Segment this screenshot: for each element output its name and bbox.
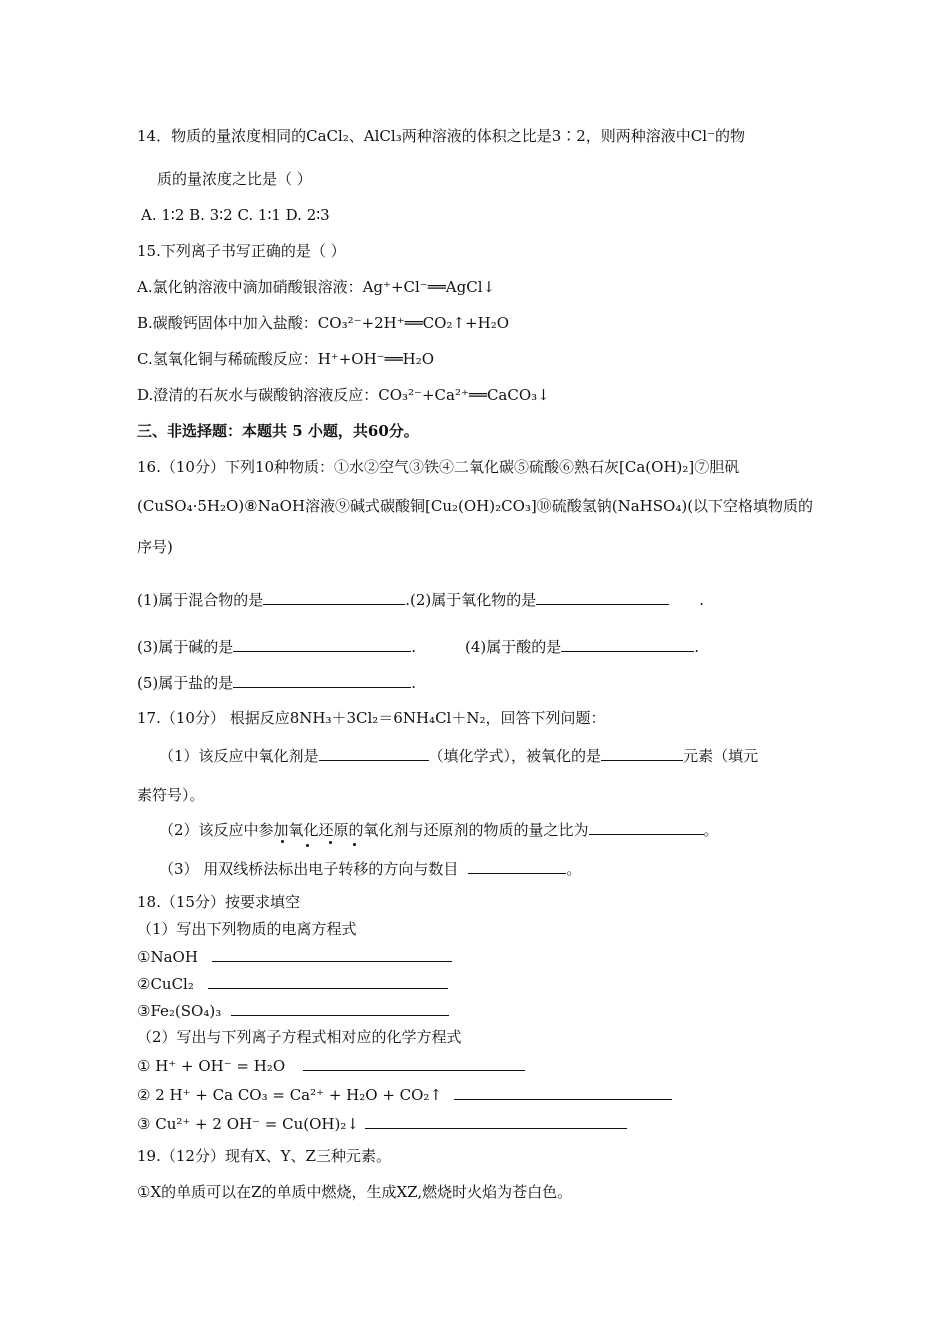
q17-part2-label: （2）该反应中参加氧化还原的氧化剂与还原剂的物质的量之比为 xyxy=(159,821,589,839)
answer-blank-electron-transfer[interactable] xyxy=(468,858,566,874)
answer-blank-oxidized-element[interactable] xyxy=(601,745,683,761)
answer-blank-acid[interactable] xyxy=(561,636,694,652)
q17-stem: 17.（10分） 根据反应8NH₃＋3Cl₂＝6NH₄Cl＋N₂，回答下列问题： xyxy=(137,709,606,727)
emphasis-dot xyxy=(281,840,284,843)
answer-blank-base[interactable] xyxy=(233,636,411,652)
q18-ionic2-label: ② 2 H⁺ + Ca CO₃ = Ca²⁺ + H₂O + CO₂↑ xyxy=(137,1086,443,1104)
q16-line2: (CuSO₄·5H₂O)⑧NaOH溶液⑨碱式碳酸铜[Cu₂(OH)₂CO₃]⑩硫酸氢钠(NaHSO₄)(以下空格填物质的 xyxy=(137,497,814,515)
q18-stem: 18.（15分）按要求填空 xyxy=(137,893,300,911)
q16-line1: 16.（10分）下列10种物质：①水②空气③铁④二氧化碳⑤硫酸⑥熟石灰[Ca(OH)₂]⑦胆矾 xyxy=(137,458,740,476)
q17-part1-b: （填化学式），被氧化的是 xyxy=(428,747,602,765)
emphasis-dot xyxy=(353,843,356,846)
q15-option-a: A.氯化钠溶液中滴加硝酸银溶液：Ag⁺+Cl⁻══AgCl↓ xyxy=(137,278,496,296)
q18-eq3-label: ③Fe₂(SO₄)₃ xyxy=(137,1002,222,1020)
q14-options: A. 1∶2 B. 3∶2 C. 1∶1 D. 2∶3 xyxy=(141,206,330,224)
q15-option-c: C.氢氧化铜与稀硫酸反应：H⁺+OH⁻══H₂O xyxy=(137,350,435,368)
q17-part1-a: （1）该反应中氧化剂是 xyxy=(159,747,319,765)
q18-eq2-row xyxy=(137,973,448,994)
q16-part3-end: . xyxy=(411,638,417,656)
answer-blank-mixture[interactable] xyxy=(263,589,405,605)
q15-stem: 15.下列离子书写正确的是（ ） xyxy=(137,242,346,260)
q16-part2-label: .(2)属于氧化物的是 xyxy=(405,591,537,609)
q18-section2: （2）写出与下列离子方程式相对应的化学方程式 xyxy=(137,1028,462,1046)
q16-part3-row xyxy=(137,636,416,657)
answer-blank-naoh-ionization[interactable] xyxy=(212,946,452,962)
answer-blank-ionic1[interactable] xyxy=(303,1055,525,1071)
q15-option-d: D.澄清的石灰水与碳酸钠溶液反应：CO₃²⁻+Ca²⁺══CaCO₃↓ xyxy=(137,386,550,404)
answer-blank-ionic3[interactable] xyxy=(365,1113,627,1129)
q17-part3-label: （3） 用双线桥法标出电子转移的方向与数目 xyxy=(159,860,459,878)
q14-line2: 质的量浓度之比是（ ） xyxy=(157,170,312,188)
section-heading: 三、非选择题：本题共 5 小题，共60分。 xyxy=(137,422,419,440)
answer-blank-cucl2-ionization[interactable] xyxy=(208,973,448,989)
q18-section1: （1）写出下列物质的电离方程式 xyxy=(137,920,357,938)
answer-blank-oxide[interactable] xyxy=(536,589,669,605)
q16-part3-label: (3)属于碱的是 xyxy=(137,638,234,656)
q16-part4-row xyxy=(465,636,699,657)
q16-part4-end: . xyxy=(694,638,700,656)
q17-part1-d: 素符号）。 xyxy=(137,786,205,804)
answer-blank-salt[interactable] xyxy=(233,672,411,688)
q19-stem: 19.（12分）现有X、Y、Z三种元素。 xyxy=(137,1147,391,1165)
q16-part5-row xyxy=(137,672,416,693)
q17-part1-c: 元素（填元 xyxy=(683,747,759,765)
q14-line1: 14．物质的量浓度相同的CaCl₂、AlCl₃两种溶液的体积之比是3∶2，则两种溶液中Cl⁻的物 xyxy=(137,127,745,145)
q18-ionic3-row xyxy=(137,1113,627,1134)
q17-part3-end: 。 xyxy=(566,860,582,878)
q18-ionic1-row xyxy=(137,1055,525,1076)
q17-part3-row xyxy=(159,858,581,879)
emphasis-dot xyxy=(329,841,332,844)
q17-part2-row xyxy=(159,819,719,840)
q18-eq2-label: ②CuCl₂ xyxy=(137,975,194,993)
emphasis-dot xyxy=(306,844,309,847)
q18-ionic2-row xyxy=(137,1084,672,1105)
q16-part5-label: (5)属于盐的是 xyxy=(137,674,234,692)
q16-part5-end: . xyxy=(411,674,417,692)
q19-part1: ①X的单质可以在Z的单质中燃烧，生成XZ,燃烧时火焰为苍白色。 xyxy=(137,1183,573,1201)
q18-ionic1-label: ① H⁺ + OH⁻ = H₂O xyxy=(137,1057,286,1075)
q18-eq1-label: ①NaOH xyxy=(137,948,198,966)
q16-part1-row xyxy=(137,589,704,610)
answer-blank-oxidant[interactable] xyxy=(319,745,429,761)
q16-part2-end: . xyxy=(699,591,705,609)
q16-line3: 序号) xyxy=(137,538,173,556)
q18-eq1-row xyxy=(137,946,452,967)
q15-option-b: B.碳酸钙固体中加入盐酸：CO₃²⁻+2H⁺══CO₂↑+H₂O xyxy=(137,314,509,332)
answer-blank-ratio[interactable] xyxy=(589,819,704,835)
q17-part1-row xyxy=(159,745,758,766)
q16-part4-label: (4)属于酸的是 xyxy=(465,638,562,656)
q18-ionic3-label: ③ Cu²⁺ + 2 OH⁻ = Cu(OH)₂↓ xyxy=(137,1115,359,1133)
answer-blank-fe2so43-ionization[interactable] xyxy=(231,1000,449,1016)
q18-eq3-row xyxy=(137,1000,449,1021)
q17-part2-end: 。 xyxy=(703,821,719,839)
answer-blank-ionic2[interactable] xyxy=(454,1084,672,1100)
q16-part1-label: (1)属于混合物的是 xyxy=(137,591,264,609)
